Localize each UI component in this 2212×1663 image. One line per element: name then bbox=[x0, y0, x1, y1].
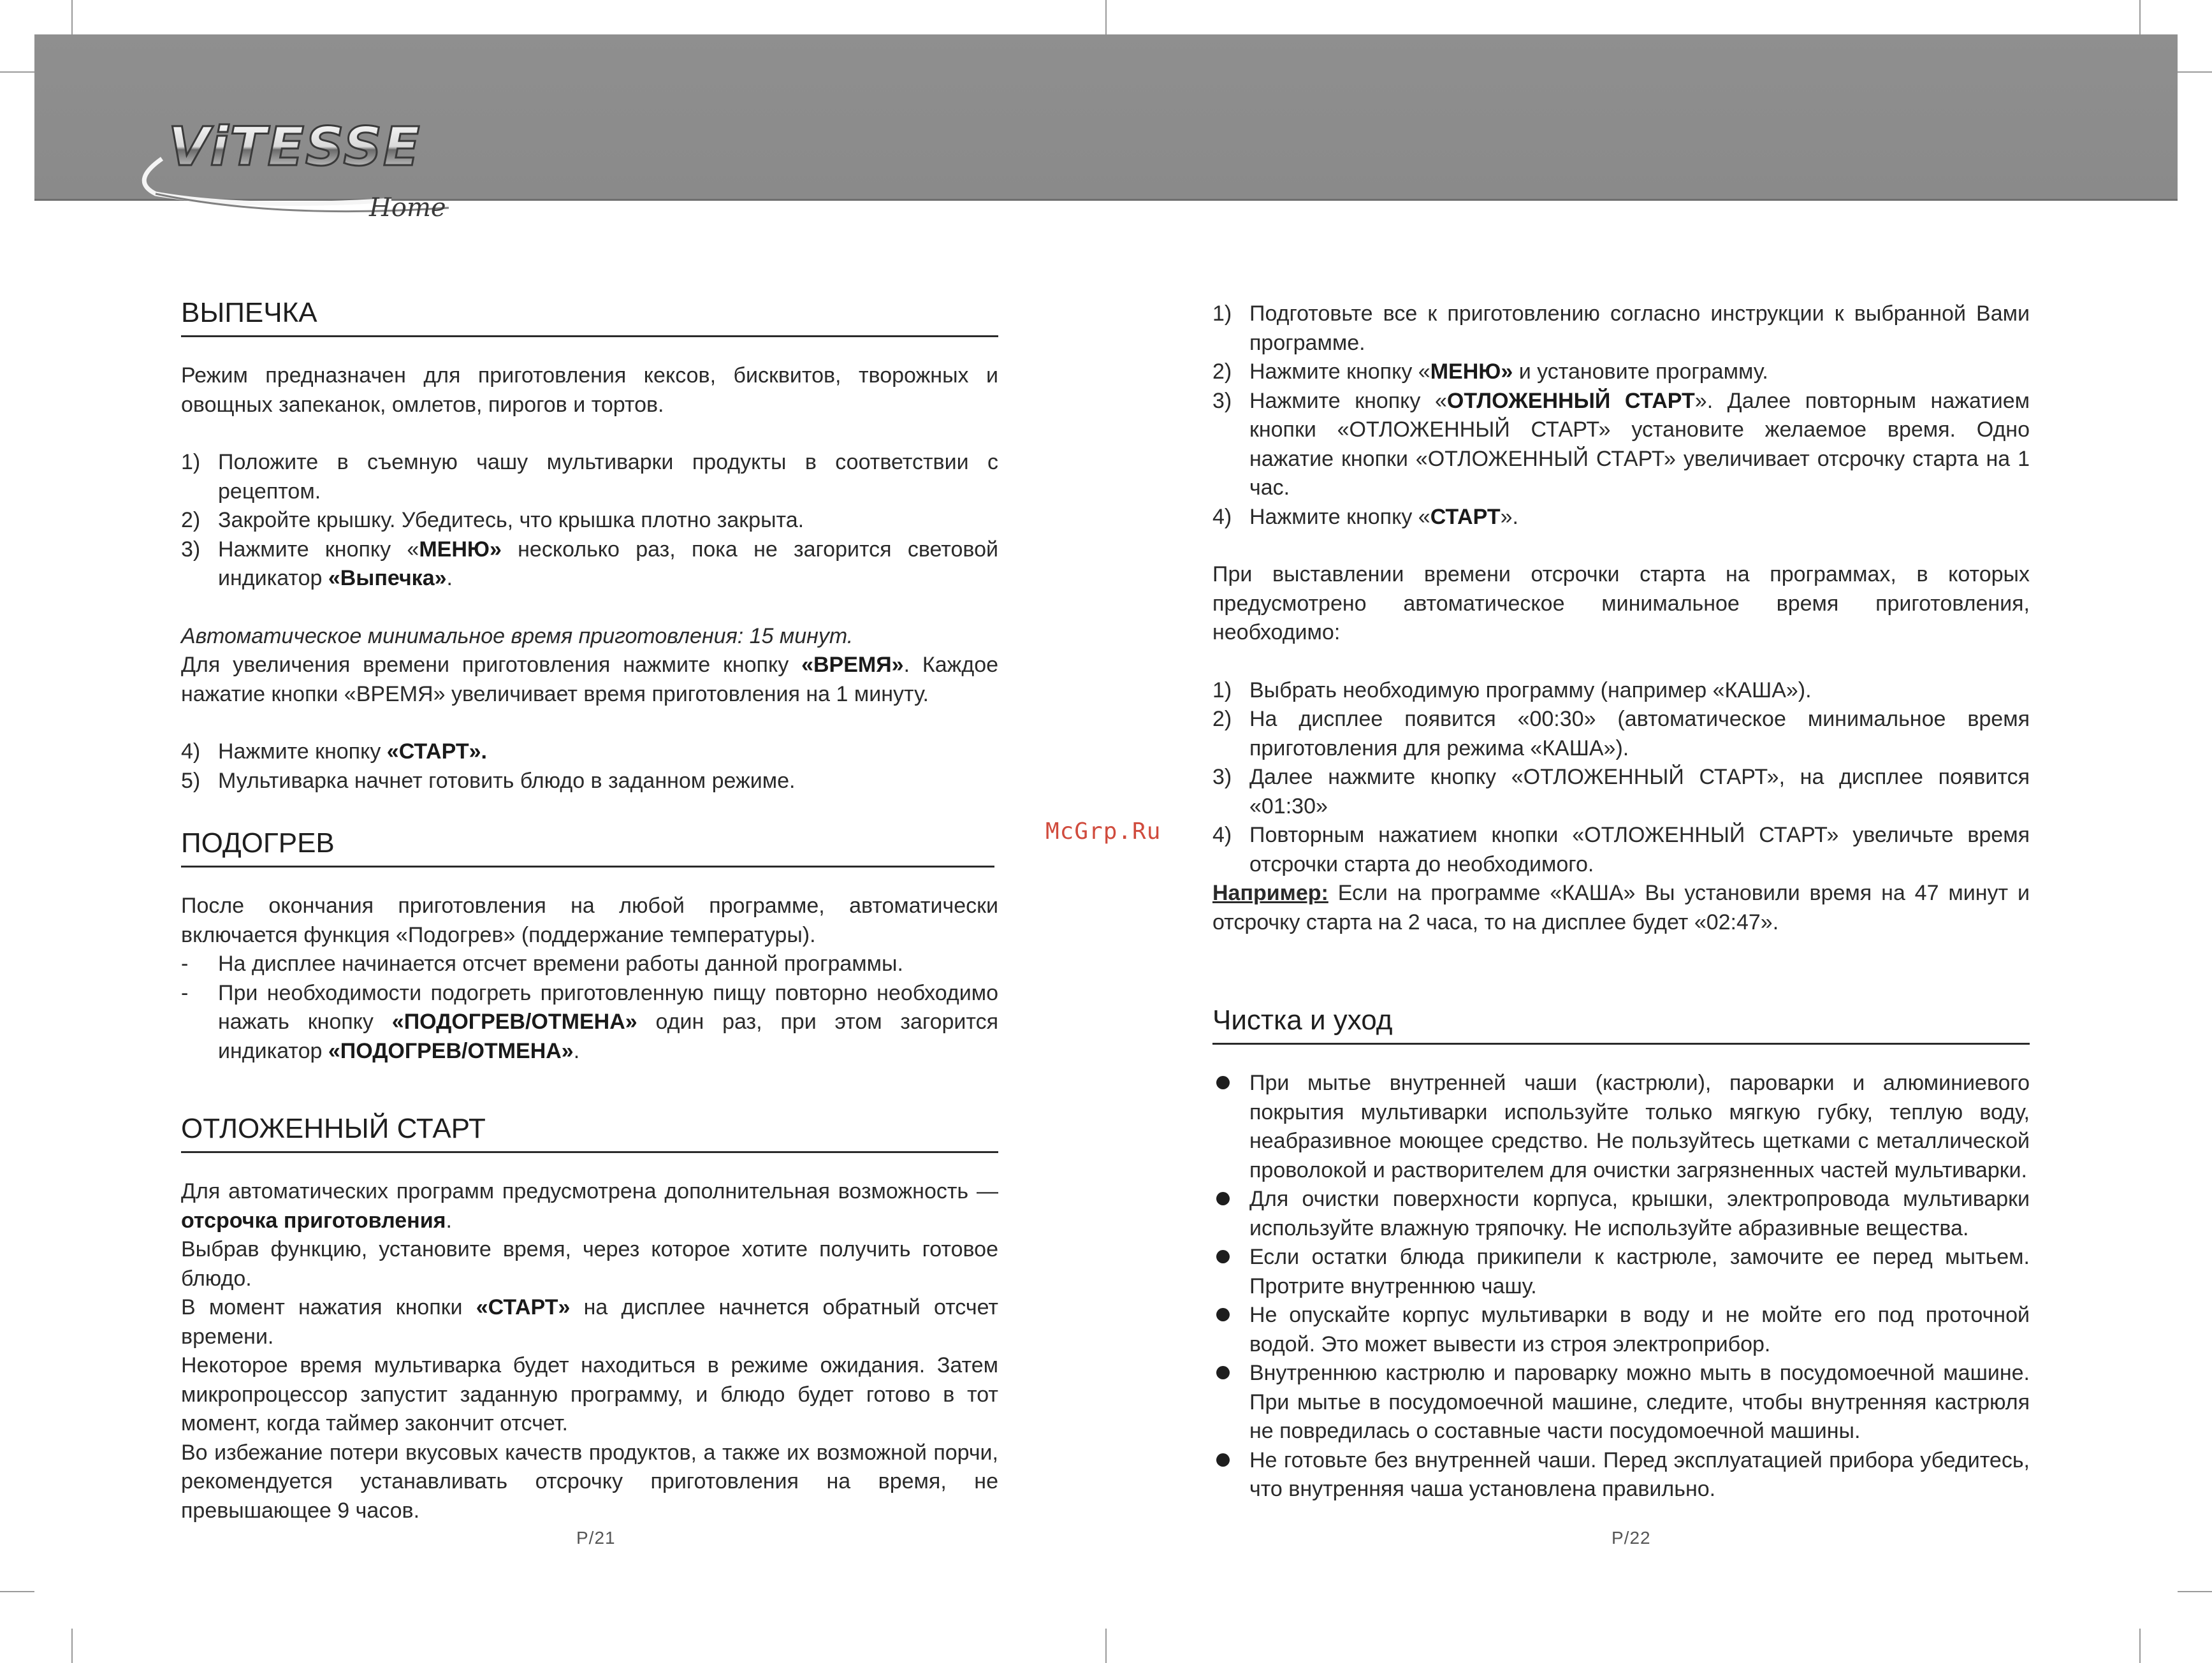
crop-mark bbox=[0, 71, 34, 73]
warm-intro: После окончания приготовления на любой программе, автоматически включается функция «Подогрев» (поддержание температуры). bbox=[181, 894, 998, 947]
crop-mark bbox=[1105, 0, 1107, 34]
section-heading-warm: ПОДОГРЕВ bbox=[181, 817, 994, 868]
example: Например: Если на программе «КАША» Вы установили время на 47 минут и отсрочку старта на 2 часа, то на дисплее будет «02:47». bbox=[1212, 881, 2030, 934]
watermark: McGrp.Ru bbox=[1045, 818, 1161, 845]
crop-mark bbox=[71, 0, 73, 34]
vitesse-logo bbox=[117, 98, 474, 226]
list-item: Внутреннюю кастрюлю и пароварку можно мыть в посудомоечной машине. При мытье в посудомоечной машине, следите, чтобы внутренняя кастрюля не повредилась о составные части посудомоечной машины. bbox=[1212, 1359, 2030, 1446]
list-item: 4) Нажмите кнопку «СТАРТ». bbox=[1212, 504, 1518, 529]
list-item: 2) Нажмите кнопку «МЕНЮ» и установите программу. bbox=[1212, 359, 1768, 384]
page-number-left: P/21 bbox=[576, 1528, 616, 1548]
delay-steps-2 bbox=[1212, 676, 2030, 880]
list-item: - На дисплее начинается отсчет времени работы данной программы. bbox=[181, 952, 903, 976]
crop-mark bbox=[2139, 0, 2141, 34]
care-items bbox=[1212, 1069, 2030, 1504]
crop-mark bbox=[1105, 1629, 1107, 1663]
page-number-right: P/22 bbox=[1612, 1528, 1651, 1548]
list-item: 1) Выбрать необходимую программу (например «КАША»). bbox=[1212, 678, 1812, 702]
delay-steps bbox=[1212, 300, 2030, 532]
bake-intro: Режим предназначен для приготовления кексов, бисквитов, творожных и овощных запеканок, омлетов, пирогов и тортов. bbox=[181, 363, 998, 417]
list-item: - При необходимости подогреть приготовленную пищу повторно необходимо нажать кнопку «ПОДОГРЕВ/ОТМЕНА» один раз, при этом загорится индикатор «ПОДОГРЕВ/ОТМЕНА». bbox=[181, 980, 999, 1063]
bake-auto-min-time: Автоматическое минимальное время приготовления: 15 минут. bbox=[181, 623, 854, 648]
delay-p1: Для автоматических программ предусмотрена дополнительная возможность — отсрочка приготовления. bbox=[181, 1179, 998, 1233]
list-item: 4) Нажмите кнопку «СТАРТ». bbox=[181, 739, 487, 764]
delay-p5: Во избежание потери вкусовых качеств продуктов, а также их возможной порчи, рекомендуется устанавливать отсрочку приготовления на время, не превышающее 9 часов. bbox=[181, 1440, 998, 1523]
list-item: 3) Нажмите кнопку «МЕНЮ» несколько раз, пока не загорится световой индикатор «Выпечка». bbox=[181, 537, 998, 590]
list-item: 5) Мультиварка начнет готовить блюдо в заданном режиме. bbox=[181, 768, 796, 793]
list-item: 3) Нажмите кнопку «ОТЛОЖЕННЫЙ СТАРТ». Далее повторным нажатием кнопки «ОТЛОЖЕННЫЙ СТАРТ» установите желаемое время. Одно нажатие кнопки «ОТЛОЖЕННЫЙ СТАРТ» увеличивает отсрочку старта на 1 час. bbox=[1212, 388, 2030, 500]
section-heading-care: Чистка и уход bbox=[1212, 994, 2030, 1045]
warm-items bbox=[181, 950, 998, 1066]
crop-mark bbox=[2178, 71, 2212, 73]
delay-p2: Выбрав функцию, установите время, через которое хотите получить готовое блюдо. bbox=[181, 1237, 998, 1291]
bake-steps bbox=[181, 448, 998, 593]
list-item: 2) Закройте крышку. Убедитесь, что крышка плотно закрыта. bbox=[181, 508, 804, 532]
list-item: 4) Повторным нажатием кнопки «ОТЛОЖЕННЫЙ СТАРТ» увеличьте время отсрочки старта до необходимого. bbox=[1212, 823, 2030, 876]
list-item: Не опускайте корпус мультиварки в воду и не мойте его под проточной водой. Это может вывести из строя электроприбор. bbox=[1212, 1301, 2030, 1359]
left-column bbox=[181, 287, 998, 1525]
svg-text:Home: Home bbox=[369, 193, 446, 222]
header-band bbox=[34, 34, 2178, 222]
list-item: При мытье внутренней чаши (кастрюли), пароварки и алюминиевого покрытия мультиварки используйте только мягкую губку, теплую воду, неабразивное моющее средство. Не пользуйтесь щетками с металлической проволокой и растворителем для очистки загрязненных частей мультиварки. bbox=[1212, 1069, 2030, 1185]
section-heading-delay: ОТЛОЖЕННЫЙ СТАРТ bbox=[181, 1103, 998, 1153]
delay-p4: Некоторое время мультиварка будет находиться в режиме ожидания. Затем микропроцессор запустит заданную программу, и блюдо будет готово в тот момент, когда таймер закончит отсчет. bbox=[181, 1353, 998, 1435]
list-item: 2) На дисплее появится «00:30» (автоматическое минимальное время приготовления для режима «КАША»). bbox=[1212, 707, 2030, 760]
bake-time-instructions: Для увеличения времени приготовления нажмите кнопку «ВРЕМЯ». Каждое нажатие кнопки «ВРЕМЯ» увеличивает время приготовления на 1 минуту. bbox=[181, 653, 999, 706]
crop-mark bbox=[2178, 1591, 2212, 1592]
list-item: 3) Далее нажмите кнопку «ОТЛОЖЕННЫЙ СТАРТ», на дисплее появится «01:30» bbox=[1212, 765, 2030, 818]
list-item: Для очистки поверхности корпуса, крышки, электропровода мультиварки используйте влажную тряпочку. Не используйте абразивные вещества. bbox=[1212, 1185, 2030, 1243]
crop-mark bbox=[71, 1629, 73, 1663]
list-item: Не готовьте без внутренней чаши. Перед эксплуатацией прибора убедитесь, что внутренняя чаша установлена правильно. bbox=[1212, 1446, 2030, 1504]
crop-mark bbox=[0, 1591, 34, 1592]
delay-p3: В момент нажатия кнопки «СТАРТ» на дисплее начнется обратный отсчет времени. bbox=[181, 1295, 998, 1349]
delay-note: При выставлении времени отсрочки старта на программах, в которых предусмотрено автоматическое минимальное время приготовления, необходимо: bbox=[1212, 562, 2030, 644]
bake-steps-2 bbox=[181, 737, 998, 795]
list-item: 1) Подготовьте все к приготовлению согласно инструкции к выбранной Вами программе. bbox=[1212, 301, 2030, 355]
section-heading-bake: ВЫПЕЧКА bbox=[181, 287, 998, 337]
list-item: Если остатки блюда прикипели к кастрюле, замочите ее перед мытьем. Протрите внутреннюю чашу. bbox=[1212, 1243, 2030, 1301]
right-column bbox=[1212, 300, 2030, 1504]
list-item: 1) Положите в съемную чашу мультиварки продукты в соответствии с рецептом. bbox=[181, 450, 998, 504]
crop-mark bbox=[2139, 1629, 2141, 1663]
svg-text:ViTESSE: ViTESSE bbox=[168, 115, 421, 178]
